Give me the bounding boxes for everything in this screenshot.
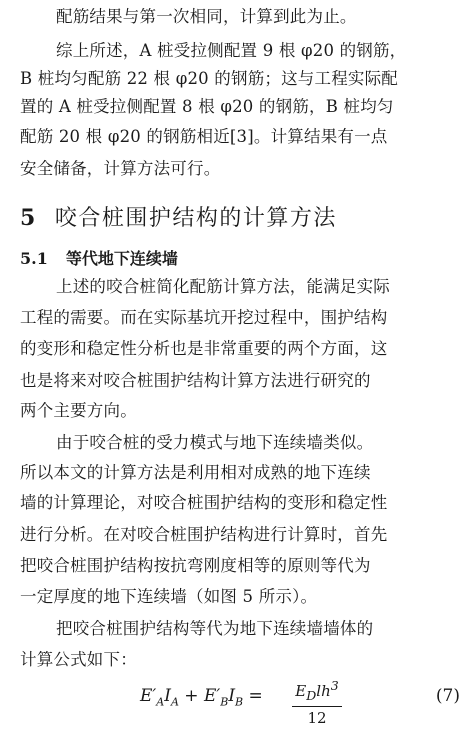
text-line: 的变形和稳定性分析也是非常重要的两个方面，这 bbox=[20, 339, 388, 358]
subsection-title: 等代地下连续墙 bbox=[65, 249, 178, 268]
text-line: 把咬合桩围护结构按抗弯刚度相等的原则等代为 bbox=[20, 556, 371, 575]
section-heading bbox=[20, 204, 337, 233]
section-title: 咬合桩围护结构的计算方法 bbox=[54, 206, 337, 231]
text-line: 配筋结果与第一次相同，计算到此为止。 bbox=[56, 7, 357, 26]
text-line: 两个主要方向。 bbox=[20, 401, 137, 420]
text-line: 也是将来对咬合桩围护结构计算方法进行研究的 bbox=[20, 371, 371, 390]
text-line: 配筋 20 根 φ20 的钢筋相近[3]。计算结果有一点 bbox=[20, 127, 388, 146]
equation bbox=[140, 676, 460, 726]
text-line: 计算公式如下： bbox=[20, 650, 137, 669]
equation-fraction bbox=[292, 676, 342, 729]
text-line: B 桩均匀配筋 22 根 φ20 的钢筋；这与工程实际配 bbox=[20, 69, 398, 88]
text-line: 把咬合桩围护结构等代为地下连续墙墙体的 bbox=[56, 619, 374, 638]
text-line: 工程的需要。而在实际基坑开挖过程中，围护结构 bbox=[20, 308, 388, 327]
text-line: 一定厚度的地下连续墙（如图 5 所示）。 bbox=[20, 587, 318, 606]
text-line: 上述的咬合桩简化配筋计算方法，能满足实际 bbox=[56, 277, 390, 296]
section-number: 5 bbox=[20, 205, 37, 231]
equation-numerator: $E_Dlh^3$ bbox=[292, 676, 342, 707]
subsection-heading bbox=[20, 248, 178, 270]
text-line: 所以本文的计算方法是利用相对成熟的地下连续 bbox=[20, 463, 371, 482]
equation-number: (7) bbox=[435, 686, 460, 706]
text-line: 安全储备，计算方法可行。 bbox=[20, 159, 221, 178]
text-line: 置的 A 桩受拉侧配置 8 根 φ20 的钢筋，B 桩均匀 bbox=[20, 97, 394, 116]
text-line: 由于咬合桩的受力模式与地下连续墙类似。 bbox=[56, 433, 374, 452]
text-line: 进行分析。在对咬合桩围护结构进行计算时，首先 bbox=[20, 525, 388, 544]
equation-lhs: $E'_AI_A + E'_BI_B$ = bbox=[140, 686, 263, 709]
text-line: 墙的计算理论，对咬合桩围护结构的变形和稳定性 bbox=[20, 493, 388, 512]
subsection-number: 5.1 bbox=[20, 249, 48, 268]
equation-denominator: 12 bbox=[307, 709, 327, 727]
text-line: 综上所述，A 桩受拉侧配置 9 根 φ20 的钢筋， bbox=[56, 41, 407, 60]
